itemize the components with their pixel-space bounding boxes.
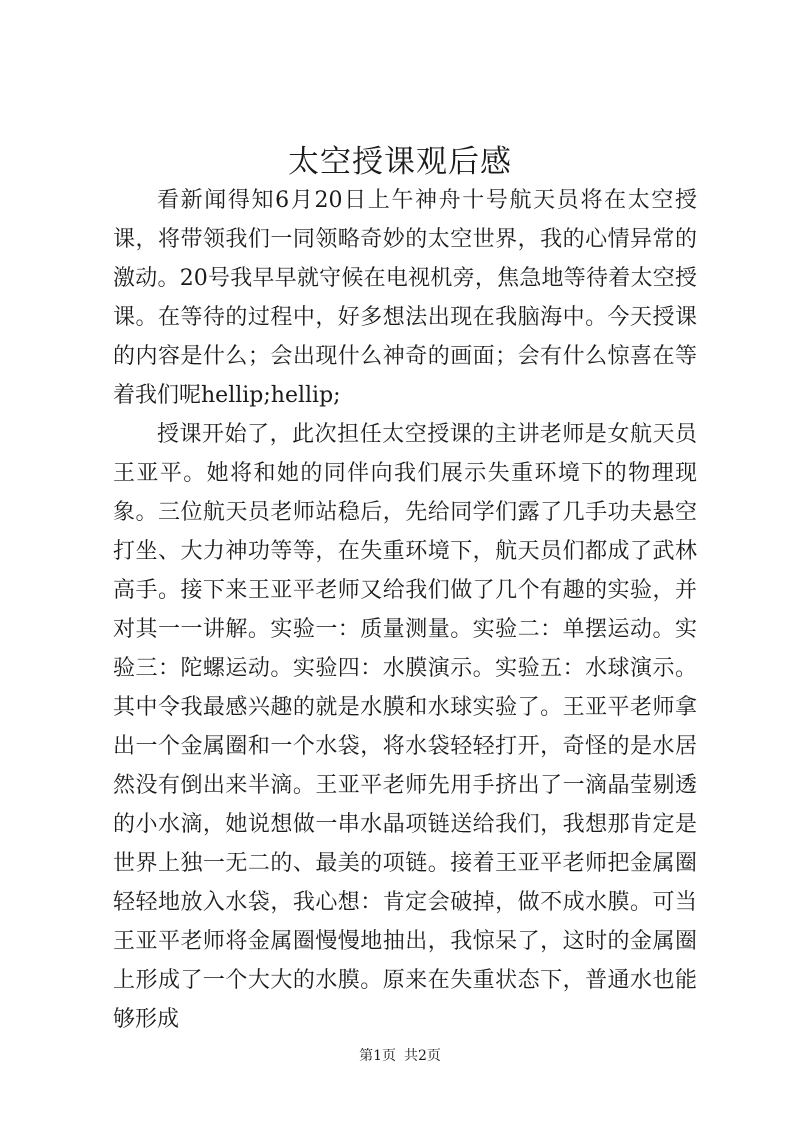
page-number: 第1页: [359, 1048, 396, 1064]
page-total: 共2页: [404, 1048, 441, 1064]
document-body: [113, 181, 697, 1039]
document-title: 太空授课观后感: [288, 144, 512, 180]
page-footer: [0, 1046, 800, 1066]
paragraph-1: 看新闻得知6月20日上午神舟十号航天员将在太空授课，将带领我们一同领略奇妙的太空世界，我的心情异常的激动。20号我早早就守候在电视机旁，焦急地等待着太空授课。在等待的过程中，好多想法出现在我脑海中。今天授课的内容是什么；会出现什么神奇的画面；会有什么惊喜在等着我们呢hellip;hellip;: [113, 188, 697, 408]
paragraph-2: 授课开始了，此次担任太空授课的主讲老师是女航天员王亚平。她将和她的同伴向我们展示失重环境下的物理现象。三位航天员老师站稳后，先给同学们露了几手功夫悬空打坐、大力神功等等，在失重环境下，航天员们都成了武林高手。接下来王亚平老师又给我们做了几个有趣的实验，并对其一一讲解。实验一：质量测量。实验二：单摆运动。实验三：陀螺运动。实验四：水膜演示。实验五：水球演示。其中令我最感兴趣的就是水膜和水球实验了。王亚平老师拿出一个金属圈和一个水袋，将水袋轻轻打开，奇怪的是水居然没有倒出来半滴。王亚平老师先用手挤出了一滴晶莹剔透的小水滴，她说想做一串水晶项链送给我们，我想那肯定是世界上独一无二的、最美的项链。接着王亚平老师把金属圈轻轻地放入水袋，我心想：肯定会破掉，做不成水膜。可当王亚平老师将金属圈慢慢地抽出，我惊呆了，这时的金属圈上形成了一个大大的水膜。原来在失重状态下，普通水也能够形成: [113, 422, 697, 1032]
